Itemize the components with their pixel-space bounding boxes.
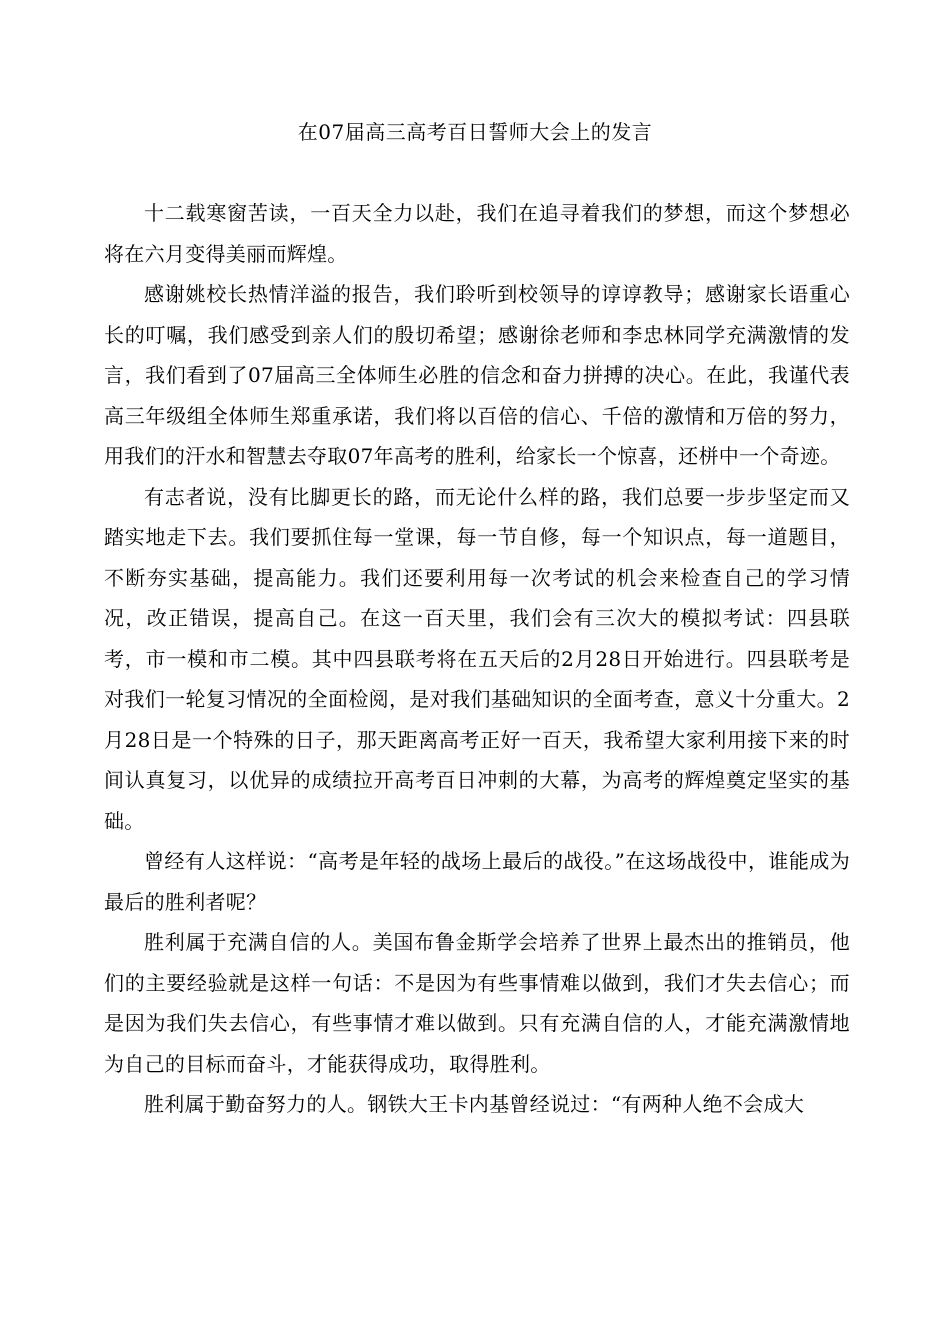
paragraph-diligence: 胜利属于勤奋努力的人。钢铁大王卡内基曾经说过：“有两种人绝不会成大 — [144, 1092, 805, 1116]
paragraph-exams: 有志者说，没有比脚更长的路，而无论什么样的路，我们总要一步步坚定而又踏实地走下去。我们要抓住每一堂课，每一节自修，每一个知识点，每一道题目，不断夯实基础，提高能力。我们还要利用每一次考试的机会来检查自己的学习情况，改正错误，提高自己。在这一百天里，我们会有三次大的模拟考试：四县联考，市一模和市二模。其中四县联考将在五天后的2月28日开始进行。四县联考是对我们一轮复习情况的全面检阅，是对我们基础知识的全面考查，意义十分重大。2月28日是一个特殊的日子，那天距离高考正好一百天，我希望大家利用接下来的时间认真复习，以优异的成绩拉开高考百日冲刺的大幕，为高考的辉煌奠定坚实的基础。 — [104, 484, 850, 833]
paragraph-opening: 十二载寒窗苦读，一百天全力以赴，我们在追寻着我们的梦想，而这个梦想必将在六月变得美丽而辉煌。 — [104, 201, 850, 266]
paragraph-thanks: 感谢姚校长热情洋溢的报告，我们聆听到校领导的谆谆教导；感谢家长语重心长的叮嘱，我们感受到亲人们的殷切希望；感谢徐老师和李忠林同学充满激情的发言，我们看到了07届高三全体师生必胜的信念和奋力拼搏的决心。在此，我谨代表高三年级组全体师生郑重承诺，我们将以百倍的信心、千倍的激情和万倍的努力，用我们的汗水和智慧去夺取07年高考的胜利，给家长一个惊喜，还栟中一个奇迹。 — [104, 282, 850, 468]
paragraph-question: 曾经有人这样说：“高考是年轻的战场上最后的战役。”在这场战役中，谁能成为最后的胜利者呢？ — [104, 849, 850, 914]
document-title: 在07届高三高考百日誓师大会上的发言 — [297, 120, 653, 144]
paragraph-confidence: 胜利属于充满自信的人。美国布鲁金斯学会培养了世界上最杰出的推销员，他们的主要经验就是这样一句话：不是因为有些事情难以做到，我们才失去信心；而是因为我们失去信心，有些事情才难以做到。只有充满自信的人，才能充满激情地为自己的目标而奋斗，才能获得成功，取得胜利。 — [104, 930, 850, 1076]
document-body — [104, 193, 850, 1125]
